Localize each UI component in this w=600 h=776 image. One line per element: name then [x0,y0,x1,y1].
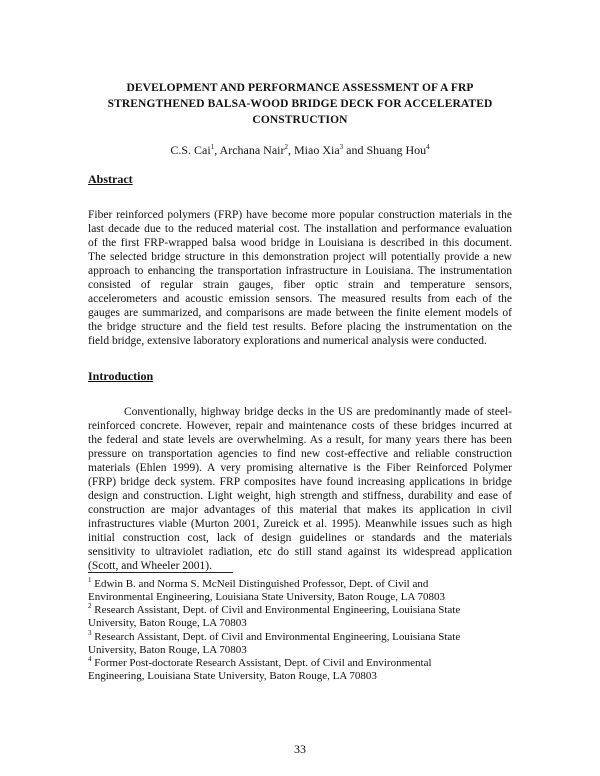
title-line: DEVELOPMENT AND PERFORMANCE ASSESSMENT OF A FRP [126,82,474,94]
text-line: (FRP) bridge deck system. FRP composites have found increasing applications in bridge [88,476,512,488]
text-line: reinforced concrete. However, repair and maintenance costs of these bridges incurred at [88,420,512,432]
paper-title [88,80,512,128]
author-affiliation-mark: 2 [284,143,288,151]
text-line: The selected bridge structure in this demonstration project will potentially provide a new [88,251,512,263]
text-line: design and construction. Light weight, high strength and stiffness, durability and ease of [88,490,512,502]
footnote-line: University, Baton Rouge, LA 70803 [88,644,247,656]
title-line: CONSTRUCTION [252,114,348,126]
footnote-separator [88,572,233,573]
abstract-heading: Abstract [88,172,133,186]
footnote-number: 2 [88,602,92,610]
author-separator: , [214,143,220,157]
footnote-line [88,631,512,644]
footnote-number: 1 [88,576,92,584]
author-affiliation-mark: 4 [426,143,430,151]
title-line: STRENGTHENED BALSA-WOOD BRIDGE DECK FOR ACCELERATED [107,98,493,110]
footnote [88,604,512,630]
text-line: initial construction cost, lack of design guidelines or standards and the materials [88,532,512,544]
author-name: Shuang Hou [366,143,427,157]
author-list [88,143,512,157]
author-separator: , [288,143,294,157]
footnote-line [88,657,512,670]
text-line: sensitivity to ultraviolet radiation, etc do still stand against its widespread application [88,546,512,558]
footnote [88,657,512,683]
introduction-heading: Introduction [88,369,154,383]
footnote-text: Research Assistant, Dept. of Civil and Environmental Engineering, Louisiana State [94,631,461,643]
text-line: (Scott, and Wheeler 2001). [88,560,213,572]
author-name: Miao Xia [294,143,340,157]
text-line: pressure on transportation agencies to find new cost-effective and reliable construction [88,448,512,460]
text-line: the bridge structure and the field test results. Before placing the instrumentation on the [88,321,512,333]
author-separator: and [343,143,367,157]
text-line: infrastructures viable (Murton 2001, Zureick et al. 1995). Meanwhile issues such as high [88,518,512,530]
author-affiliation-mark: 3 [339,143,344,151]
author-name: C.S. Cai [170,143,211,157]
text-line: of the first FRP-wrapped balsa wood bridge in Louisiana is described in this document. [88,237,512,249]
text-line: last decade due to the reduced material cost. The installation and performance evaluation [88,223,512,235]
abstract-paragraph [88,208,512,348]
page-number: 33 [294,742,306,756]
footnote [88,631,512,657]
footnote-text: Former Post-doctorate Research Assistant, Dept. of Civil and Environmental [94,657,432,669]
introduction-paragraph [88,405,512,573]
author-name: Archana Nair [219,143,285,157]
footnote-line: Environmental Engineering, Louisiana State University, Baton Rouge, LA 70803 [88,591,446,603]
footnote-line [88,578,512,591]
text-line: materials (Ehlen 1999). A very promising alternative is the Fiber Reinforced Polymer [88,462,512,474]
footnote [88,578,512,604]
footnote-line: University, Baton Rouge, LA 70803 [88,617,247,629]
text-line: gauges are summarized, and comparisons are made between the finite element models of [88,307,512,319]
text-line: approach to enhancing the transportation infrastructure in Louisiana. The instrumentation [88,265,512,277]
footnote-number: 4 [88,655,92,663]
text-line: Fiber reinforced polymers (FRP) have become more popular construction materials in the [88,209,512,221]
text-line: consisted of regular strain gauges, fiber optic strain and temperature sensors, [88,279,512,291]
footnote-number: 3 [88,629,92,637]
text-line: accelerometers and acoustic emission sensors. The measured results from each of the [88,293,512,305]
author-affiliation-mark: 1 [210,143,215,151]
footnote-line [88,604,512,617]
text-line: Conventionally, highway bridge decks in the US are predominantly made of steel- [124,406,512,418]
footnote-text: Research Assistant, Dept. of Civil and Environmental Engineering, Louisiana State [94,604,461,616]
text-line: field bridge, extensive laboratory explorations and numerical analysis were conducted. [88,335,487,347]
footnote-text: Edwin B. and Norma S. McNeil Distinguished Professor, Dept. of Civil and [94,578,429,590]
footnote-line: Engineering, Louisiana State University, Baton Rouge, LA 70803 [88,670,377,682]
text-line: the federal and state levels are overwhelming. As a result, for many years there has been [88,434,512,446]
text-line: construction are major advantages of this material that makes its application in civil [88,504,512,516]
